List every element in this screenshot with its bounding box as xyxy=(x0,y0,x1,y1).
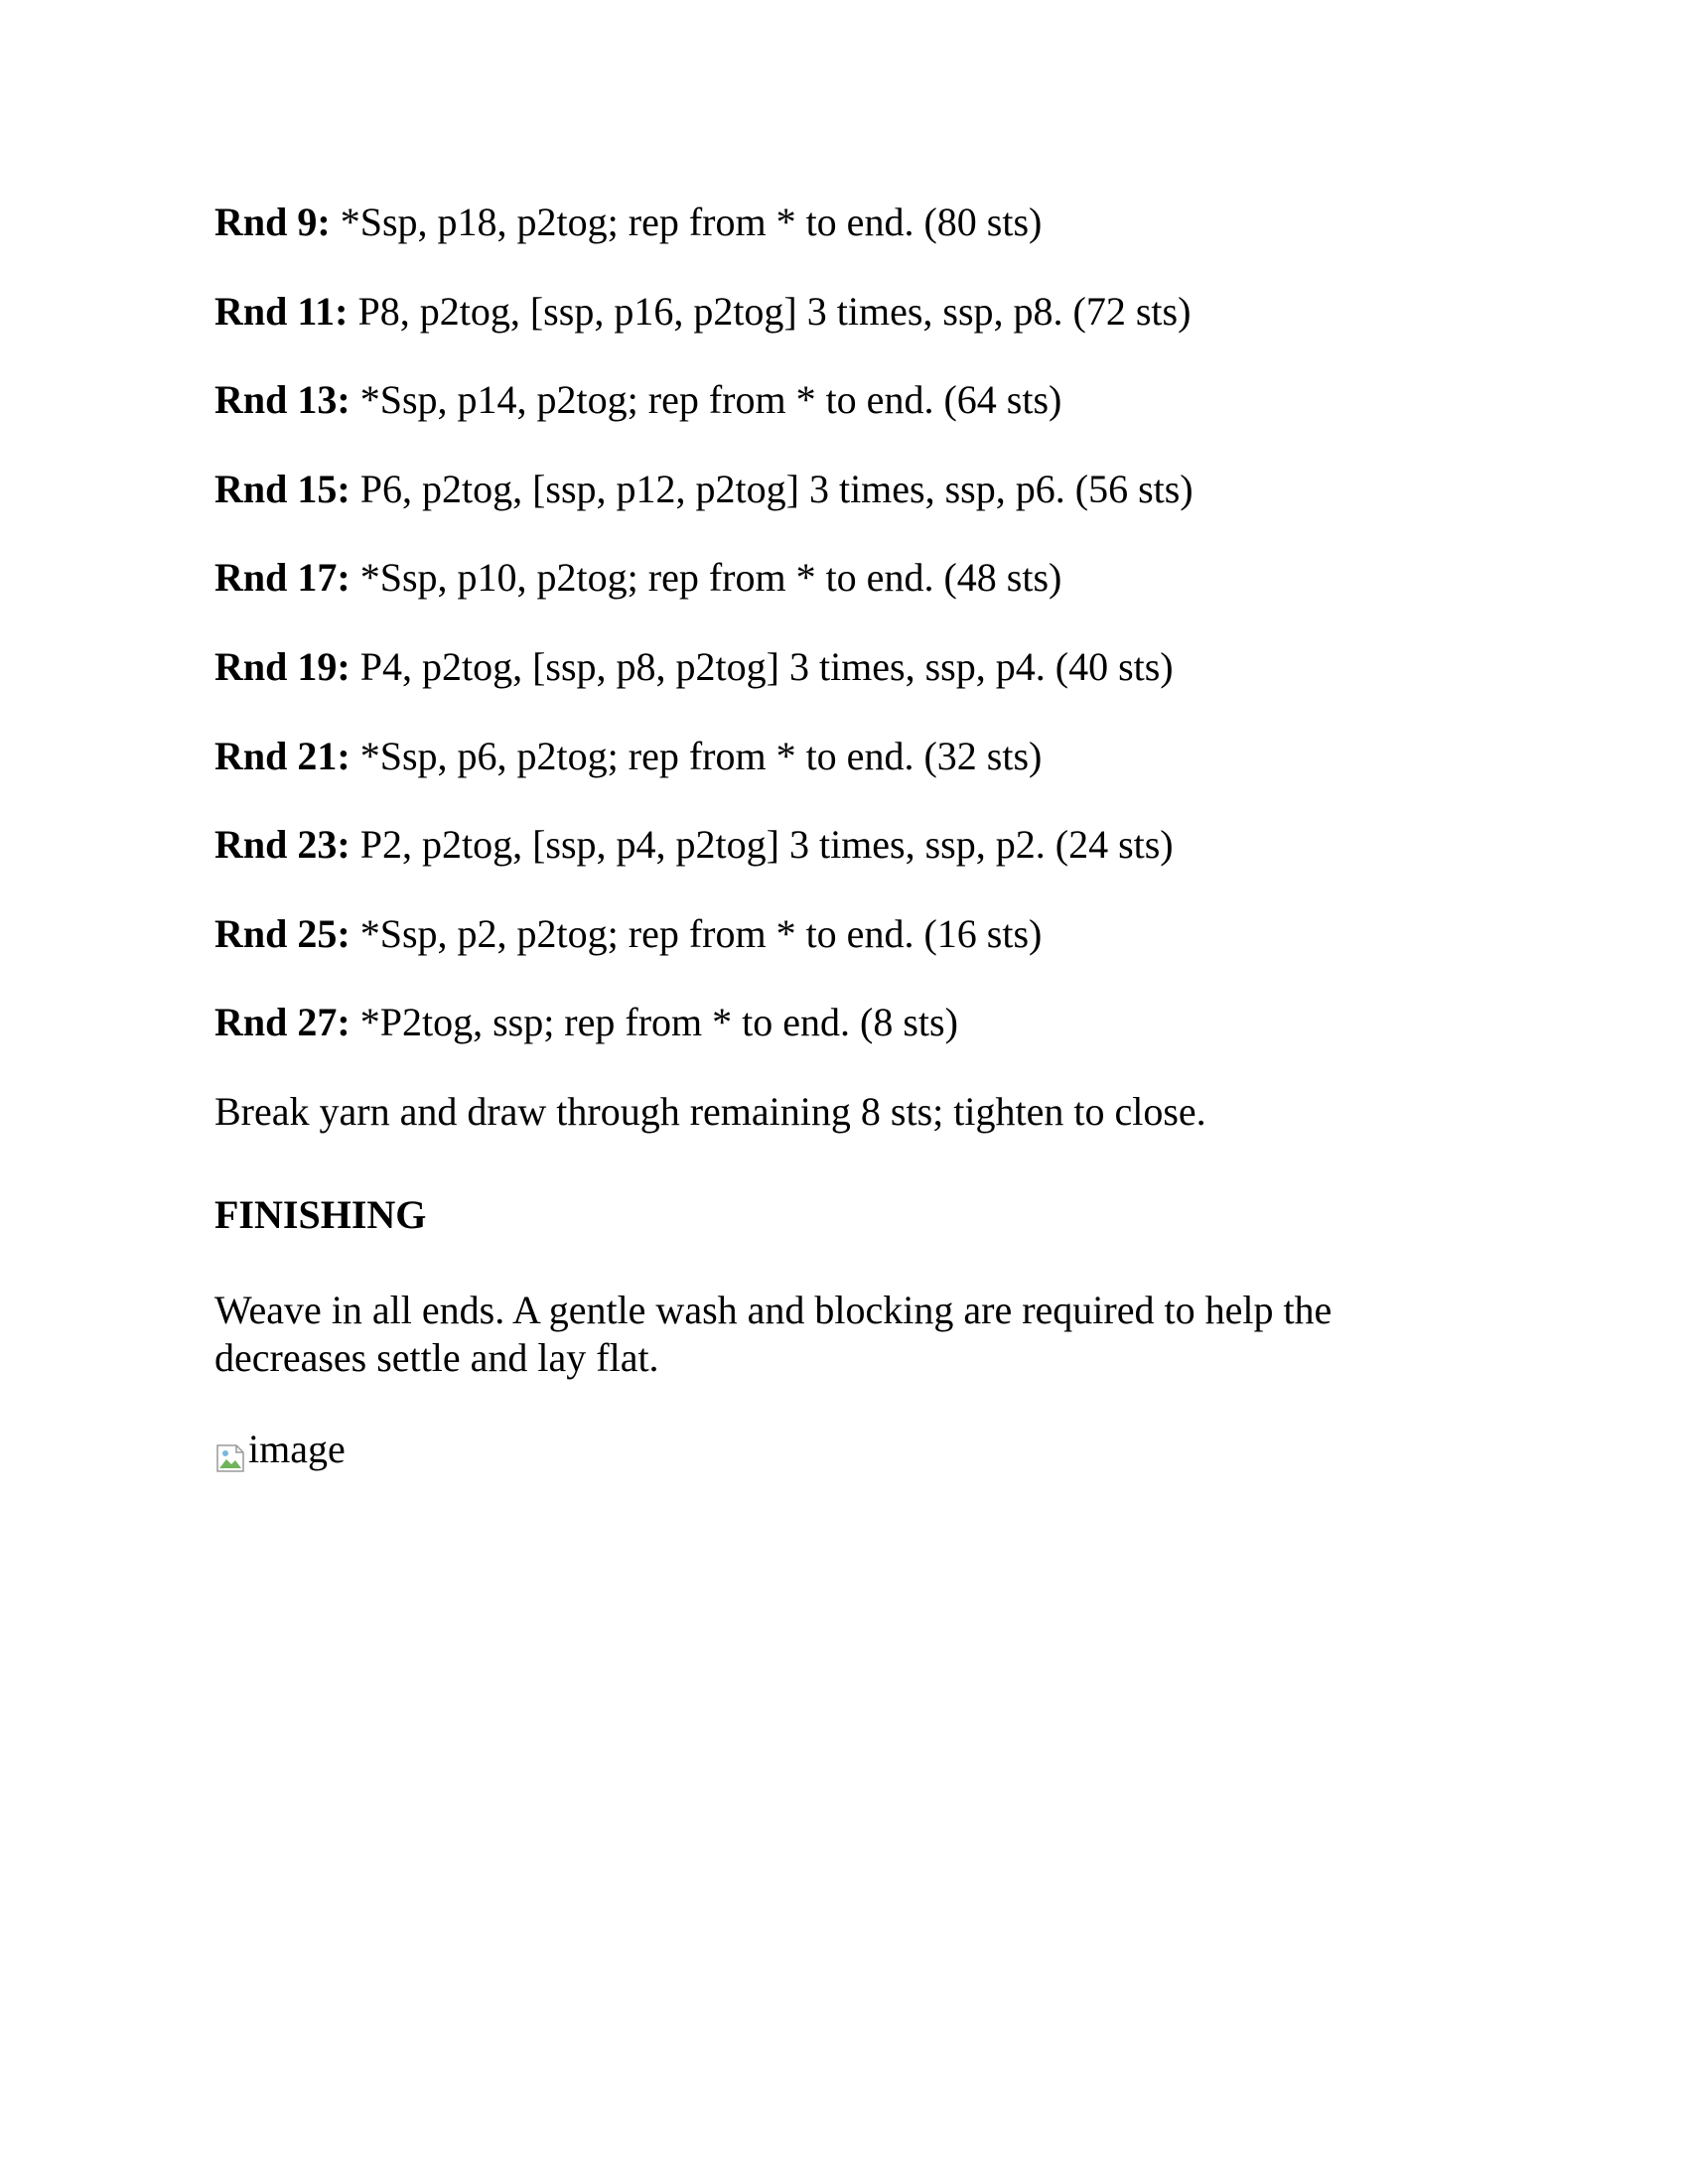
round-instruction: *P2tog, ssp; rep from * to end. (8 sts) xyxy=(350,1000,958,1045)
round-instruction: *Ssp, p10, p2tog; rep from * to end. (48 sts) xyxy=(350,555,1062,601)
round-13 xyxy=(214,372,1476,428)
round-label: Rnd 17: xyxy=(214,555,351,601)
round-label: Rnd 27: xyxy=(214,1000,351,1045)
break-yarn-instruction: Break yarn and draw through remaining 8 sts; tighten to close. xyxy=(214,1088,1206,1134)
round-25 xyxy=(214,906,1476,962)
round-23 xyxy=(214,817,1476,873)
round-label: Rnd 9: xyxy=(214,200,331,244)
round-11 xyxy=(214,284,1476,340)
round-label: Rnd 13: xyxy=(214,377,351,423)
broken-image-icon xyxy=(214,1433,246,1465)
round-instruction: P6, p2tog, [ssp, p12, p2tog] 3 times, ssp, p6. (56 sts) xyxy=(350,466,1194,511)
document-page xyxy=(214,195,1476,1477)
round-label: Rnd 19: xyxy=(214,643,351,689)
round-15 xyxy=(214,462,1476,517)
round-instruction: *Ssp, p18, p2tog; rep from * to end. (80 sts) xyxy=(330,200,1043,244)
round-label: Rnd 21: xyxy=(214,733,351,778)
round-21 xyxy=(214,729,1476,784)
round-label: Rnd 11: xyxy=(214,288,349,334)
round-19 xyxy=(214,639,1476,695)
round-instruction: *Ssp, p6, p2tog; rep from * to end. (32 sts) xyxy=(350,733,1043,778)
round-label: Rnd 15: xyxy=(214,466,351,511)
finishing-heading: FINISHING xyxy=(214,1191,427,1237)
round-instruction: P2, p2tog, [ssp, p4, p2tog] 3 times, ssp, p2. (24 sts) xyxy=(350,822,1174,868)
round-9 xyxy=(214,195,1476,250)
round-instruction: *Ssp, p14, p2tog; rep from * to end. (64 sts) xyxy=(350,377,1062,423)
broken-image xyxy=(214,1422,1476,1477)
round-27 xyxy=(214,995,1476,1050)
round-instruction: P8, p2tog, [ssp, p16, p2tog] 3 times, ssp, p8. (72 sts) xyxy=(348,288,1192,334)
image-alt-text: image xyxy=(248,1426,346,1471)
round-label: Rnd 25: xyxy=(214,910,351,956)
finishing-text: Weave in all ends. A gentle wash and blocking are required to help the decreases settle and lay flat. xyxy=(214,1287,1333,1380)
round-instruction: *Ssp, p2, p2tog; rep from * to end. (16 sts) xyxy=(350,910,1043,956)
round-17 xyxy=(214,550,1476,606)
round-label: Rnd 23: xyxy=(214,822,351,868)
round-instruction: P4, p2tog, [ssp, p8, p2tog] 3 times, ssp, p4. (40 sts) xyxy=(350,643,1174,689)
